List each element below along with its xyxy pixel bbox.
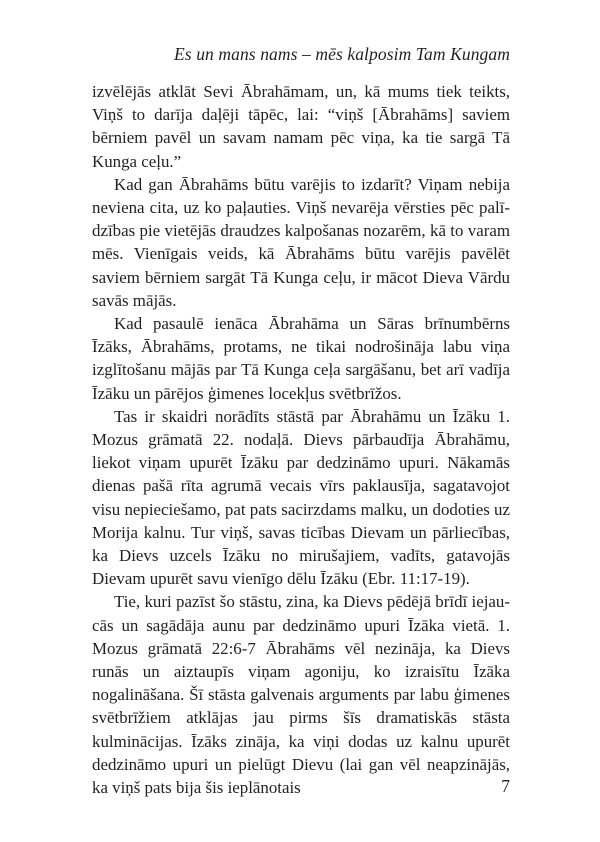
body-text: [92, 80, 510, 799]
paragraph-1: izvēlējās atklāt Sevi Ābrahāmam, un, kā mums tiek teikts, Viņš to darīja daļēji tāpēc, lai: “viņš [Ābrahāms] saviem bērniem pavēl un savam namam pēc viņa, ka tie sargā Tā Kunga ceļu.”: [92, 82, 510, 171]
page-number: 7: [501, 776, 510, 796]
paragraph-2: Kad gan Ābrahāms būtu varējis to izdarīt? Viņam nebija neviena cita, uz ko paļauties. Viņš nevarēja vērsties pēc palīdzības pie vietējās draudzes kalpošanas nozarēm, kā to varam mēs. Vienīgais veids, kā Ābrahāms būtu varējis pavēlēt saviem bērniem sargāt Tā Kunga ceļu, ir mācot Dieva Vārdu savās mājās.: [92, 174, 510, 310]
paragraph-5: Tie, kuri pazīst šo stāstu, zina, ka Dievs pēdējā brīdī iejaucās un sagādāja aunu par dedzināmo upuri Īzāka vietā. 1. Mozus grāmatā 22:6-7 Ābrahāms vēl nezināja, ka Dievs runās un aiztaupīs viņam agoniju, ko izraisītu Īzāka nogalināšana. Šī stāsta galvenais arguments par labu ģimenes svētbrīžiem atklājas jau pirms šīs dramatiskās stāsta kulminācijas. Īzāks zināja, ka viņi dodas uz kalnu upurēt dedzināmo upuri un pielūgt Dievu (lai gan vēl neapzinājās, ka viņš pats bija šis ieplānotais: [92, 592, 510, 798]
paragraph-4: Tas ir skaidri norādīts stāstā par Ābrahāmu un Īzāku 1. Mozus grāmatā 22. nodaļā. Dievs pārbaudīja Ābrahāmu, liekot viņam upurēt Īzāku par dedzināmo upuri. Nākamās dienas pašā rīta agrumā vecais vīrs paklausīja, sagatavojot visu nepieciešamo, pat pats sacirzdams malku, un dodoties uz Morija kalnu. Tur viņš, savas ticības Dievam un pārliecības, ka Dievs uzcels Īzāku no mirušajiem, vadīts, gatavojās Dievam upurēt savu vienīgo dēlu Īzāku (Ebr. 11:17-19).: [92, 406, 510, 589]
paragraph-3: Kad pasaulē ienāca Ābrahāma un Sāras brīnumbērns Īzāks, Ābrahāms, protams, ne tikai nodrošināja labu viņa izglītošanu mājās par Tā Kunga ceļa sargāšanu, bet arī vadīja Īzāku un pārējos ģimenes locekļus svētbrīžos.: [92, 314, 510, 403]
running-header: Es un mans nams – mēs kalposim Tam Kungam: [174, 44, 510, 64]
